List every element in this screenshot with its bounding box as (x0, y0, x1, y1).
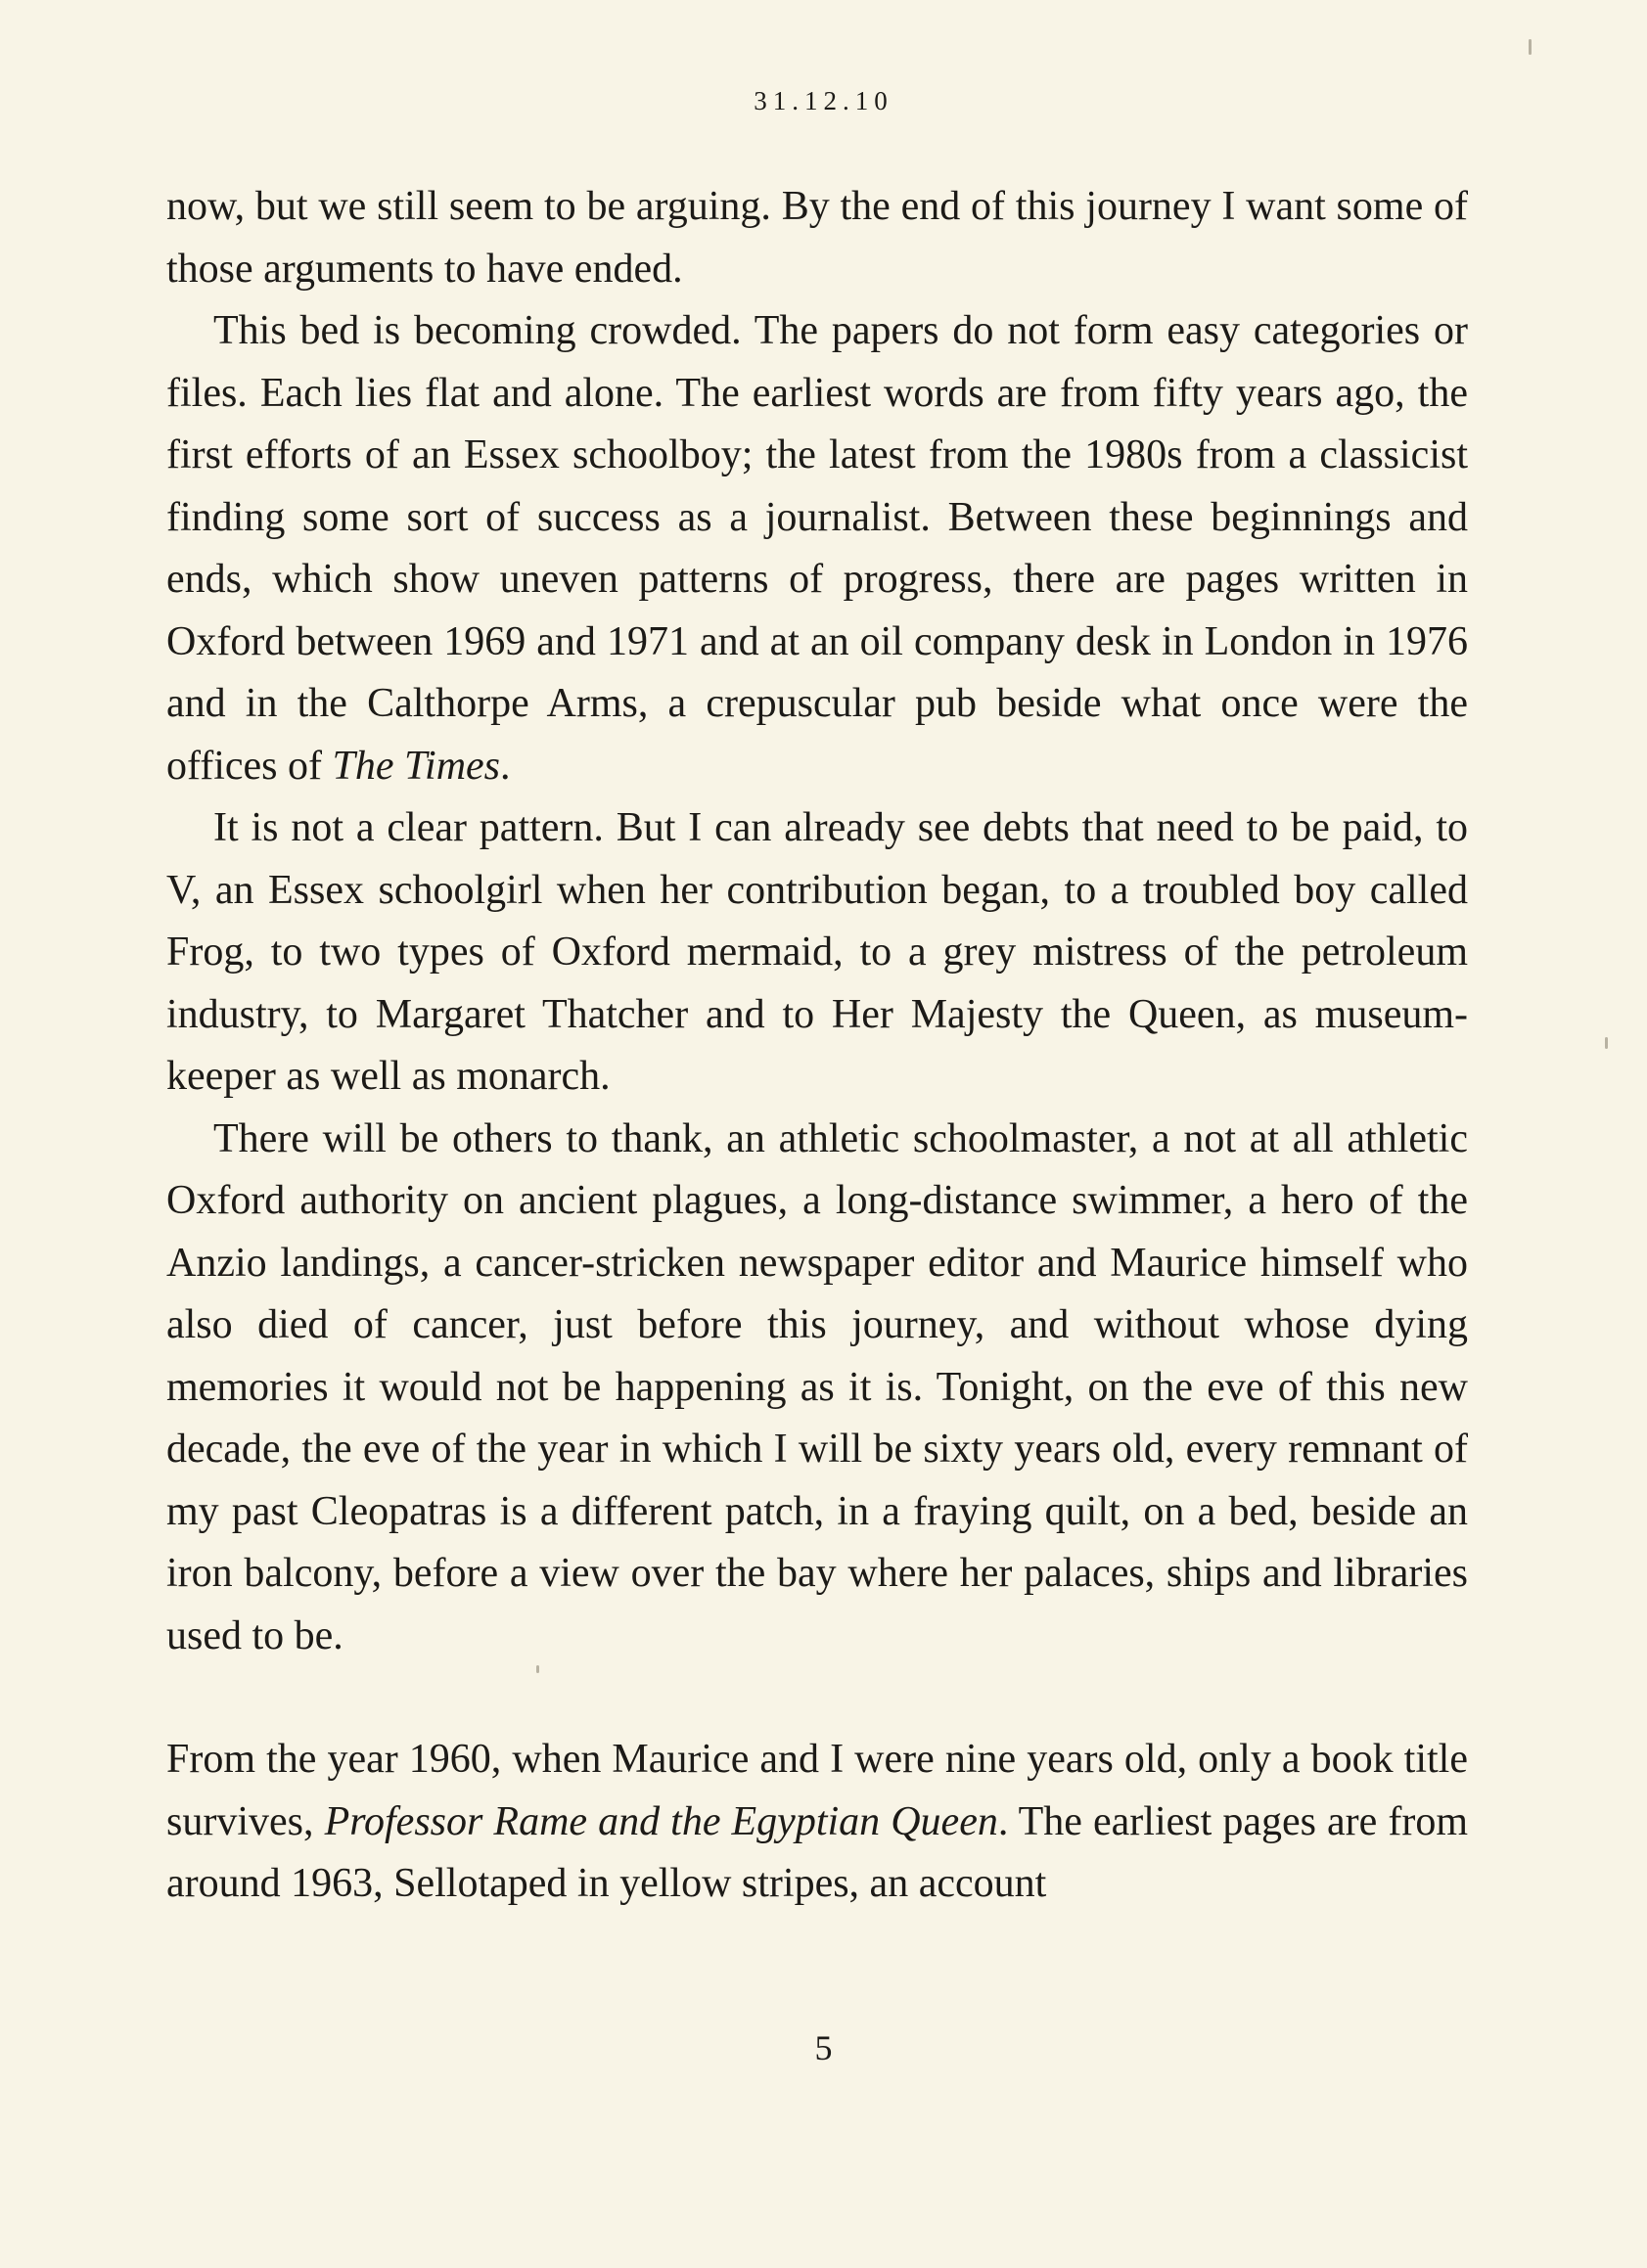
paragraph-text: From the year 1960, when Maurice and I were nine years old, only a book title survives, (166, 1737, 1468, 1844)
paragraph-text: This bed is becoming crowded. The papers do not form easy categories or files. Each lies flat and alone. The earliest words are from fifty years ago, the first efforts of an Essex schoolboy; the latest from the 1980s from a classicist finding some sort of success as a journalist. Between these beginnings and ends, which show uneven patterns of progress, there are pages written in Oxford between 1969 and 1971 and at an oil company desk in London in 1976 and in the Calthorpe Arms, a crepuscular pub beside what once were the offices of (166, 308, 1468, 789)
paragraph-4 (166, 1109, 1468, 1668)
paper-speck (1529, 39, 1532, 55)
paper-speck (1605, 1037, 1608, 1049)
italic-title: Professor Rame and the Egyptian Queen (324, 1798, 998, 1844)
paragraph-1 (166, 176, 1468, 300)
running-head-date: 31.12.10 (754, 86, 893, 115)
paragraph-2 (166, 300, 1468, 797)
page-number: 5 (814, 2028, 833, 2067)
paper-speck (536, 1665, 539, 1673)
paragraph-text: It is not a clear pattern. But I can already see debts that need to be paid, to V, an Essex schoolgirl when her contribution began, to a troubled boy called Frog, to two types of Oxford mermaid, to a grey mistress of the petroleum industry, to Margaret Thatcher and to Her Majesty the Queen, as museum-keeper as well as monarch. (166, 805, 1468, 1099)
paragraph-3 (166, 797, 1468, 1109)
paragraph-5 (166, 1729, 1468, 1916)
paragraph-text: . The earliest pages are from around 1963, Sellotaped in yellow stripes, an account (166, 1798, 1468, 1906)
paragraph-text: now, but we still seem to be arguing. By the end of this journey I want some of those arguments to have ended. (166, 184, 1468, 292)
paragraph-text: There will be others to thank, an athletic schoolmaster, a not at all athletic Oxford authority on ancient plagues, a long-distance swimmer, a hero of the Anzio landings, a cancer-stricken newspaper editor and Maurice himself who also died of cancer, just before this journey, and without whose dying memories it would not be happening as it is. Tonight, on the eve of this new decade, the eve of the year in which I will be sixty years old, every remnant of my past Cleopatras is a different patch, in a fraying quilt, on a bed, beside an iron balcony, before a view over the bay where her palaces, ships and libraries used to be. (166, 1115, 1468, 1658)
body-text (166, 176, 1468, 1916)
italic-title: The Times (332, 743, 501, 789)
paragraph-text: . (500, 743, 511, 789)
